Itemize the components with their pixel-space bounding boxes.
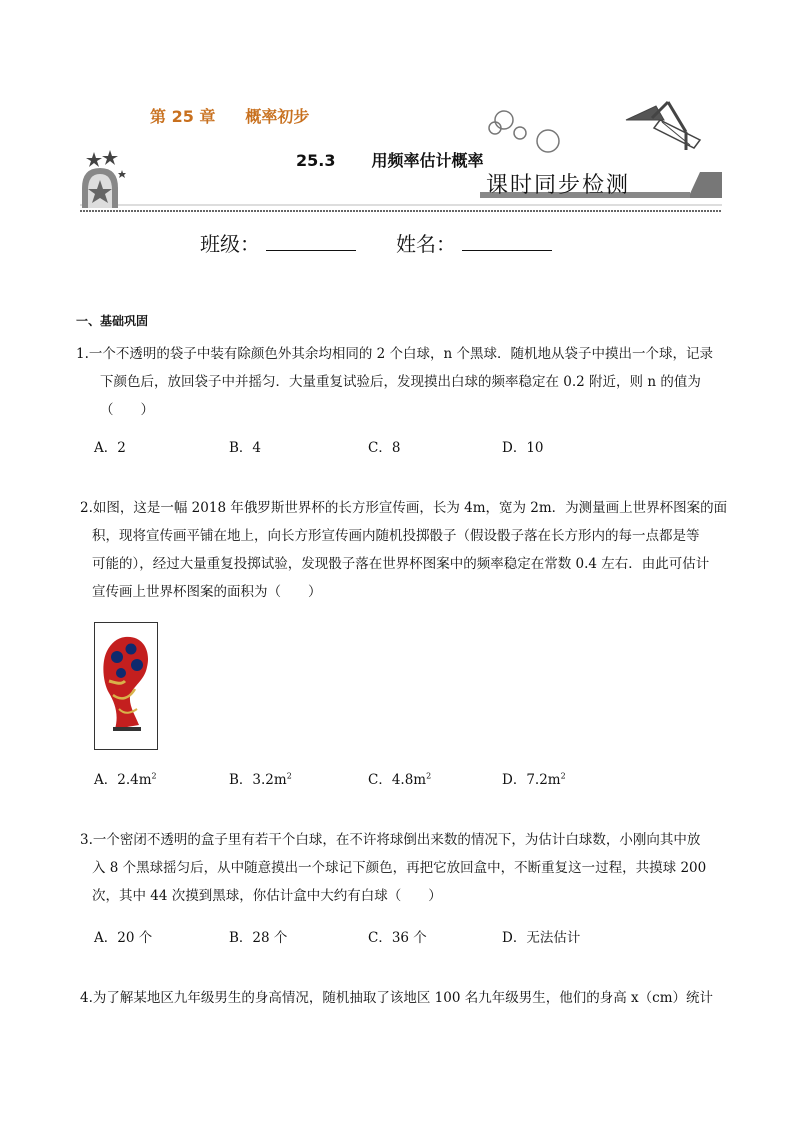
option-d[interactable]: D．无法估计 — [502, 930, 581, 946]
option-b[interactable]: B．4 — [229, 440, 262, 456]
option-text: C．4.8m — [368, 772, 427, 788]
chapter-title: 概率初步 — [245, 107, 310, 126]
world-cup-poster — [94, 622, 158, 750]
question-line: 4.为了解某地区九年级男生的身高情况，随机抽取了该地区 100 名九年级男生，他们的身高 x（cm）统计 — [80, 990, 713, 1006]
bubble-icon — [495, 111, 513, 129]
question-line: （ ） — [100, 402, 154, 418]
question-line: 下颜色后，放回袋子中并摇匀．大量重复试验后，发现摸出白球的频率稳定在 0.2 附近，则 n 的值为 — [100, 374, 701, 390]
section-heading — [296, 148, 484, 171]
part-title: 一、基础巩固 — [76, 314, 149, 328]
question-4 — [80, 984, 713, 1012]
question-line: 可能的），经过大量重复投掷试验，发现骰子落在世界杯图案中的频率稳定在常数 0.4 左右．由此可估计 — [92, 556, 710, 572]
chapter-number: 第 25 章 — [150, 107, 216, 126]
header-decoration — [0, 0, 794, 230]
question-line: 积，现将宣传画平铺在地上，向长方形宣传画内随机投掷骰子（假设骰子落在长方形内的每一点都是等 — [92, 528, 700, 544]
option-c[interactable]: C．8 — [368, 440, 401, 456]
name-field — [396, 228, 552, 257]
world-cup-emblem-icon — [95, 623, 157, 749]
option-a[interactable]: A．20 个 — [94, 930, 153, 946]
option-c[interactable]: C．36 个 — [368, 930, 427, 946]
question-3 — [80, 826, 706, 910]
superscript: 2 — [560, 771, 566, 781]
class-blank[interactable] — [266, 232, 356, 251]
question-line: 1.一个不透明的袋子中装有除颜色外其余均相同的 2 个白球，n 个黑球．随机地从袋子中摸出一个球，记录 — [76, 346, 714, 362]
superscript: 2 — [426, 771, 432, 781]
question-line: 3.一个密闭不透明的盒子里有若干个白球，在不许将球倒出来数的情况下，为估计白球数，小刚向其中放 — [80, 832, 701, 848]
question-1 — [76, 340, 713, 424]
name-label: 姓名： — [396, 232, 456, 256]
option-d[interactable] — [502, 768, 566, 788]
question-line: 入 8 个黑球摇匀后，从中随意摸出一个球记下颜色，再把它放回盒中，不断重复这一过程，共摸球 200 — [92, 860, 707, 876]
superscript: 2 — [286, 771, 292, 781]
section-title: 用频率估计概率 — [371, 151, 484, 170]
class-field — [200, 228, 356, 257]
class-label: 班级： — [200, 232, 260, 256]
option-text: A．2.4m — [94, 772, 152, 788]
question-line: 2.如图，这是一幅 2018 年俄罗斯世界杯的长方形宣传画，长为 4m，宽为 2m．为测量画上世界杯图案的面 — [80, 500, 728, 516]
question-line: 次，其中 44 次摸到黑球，你估计盒中大约有白球（ ） — [92, 888, 442, 904]
section-number: 25.3 — [296, 151, 336, 170]
option-text: D．7.2m — [502, 772, 561, 788]
option-c[interactable] — [368, 768, 431, 788]
bubble-icon — [514, 127, 526, 139]
question-line: 宣传画上世界杯图案的面积为（ ） — [92, 584, 322, 600]
question-2 — [80, 494, 727, 606]
option-d[interactable]: D．10 — [502, 440, 544, 456]
option-a[interactable]: A．2 — [94, 440, 126, 456]
option-b[interactable] — [229, 768, 292, 788]
chapter-heading — [150, 104, 309, 127]
badge-icon — [82, 168, 118, 208]
option-a[interactable] — [94, 768, 157, 788]
banner-title: 课时同步检测 — [486, 173, 631, 198]
option-text: B．3.2m — [229, 772, 287, 788]
superscript: 2 — [151, 771, 157, 781]
name-blank[interactable] — [462, 232, 552, 251]
option-b[interactable]: B．28 个 — [229, 930, 288, 946]
bubble-icon — [537, 130, 559, 152]
